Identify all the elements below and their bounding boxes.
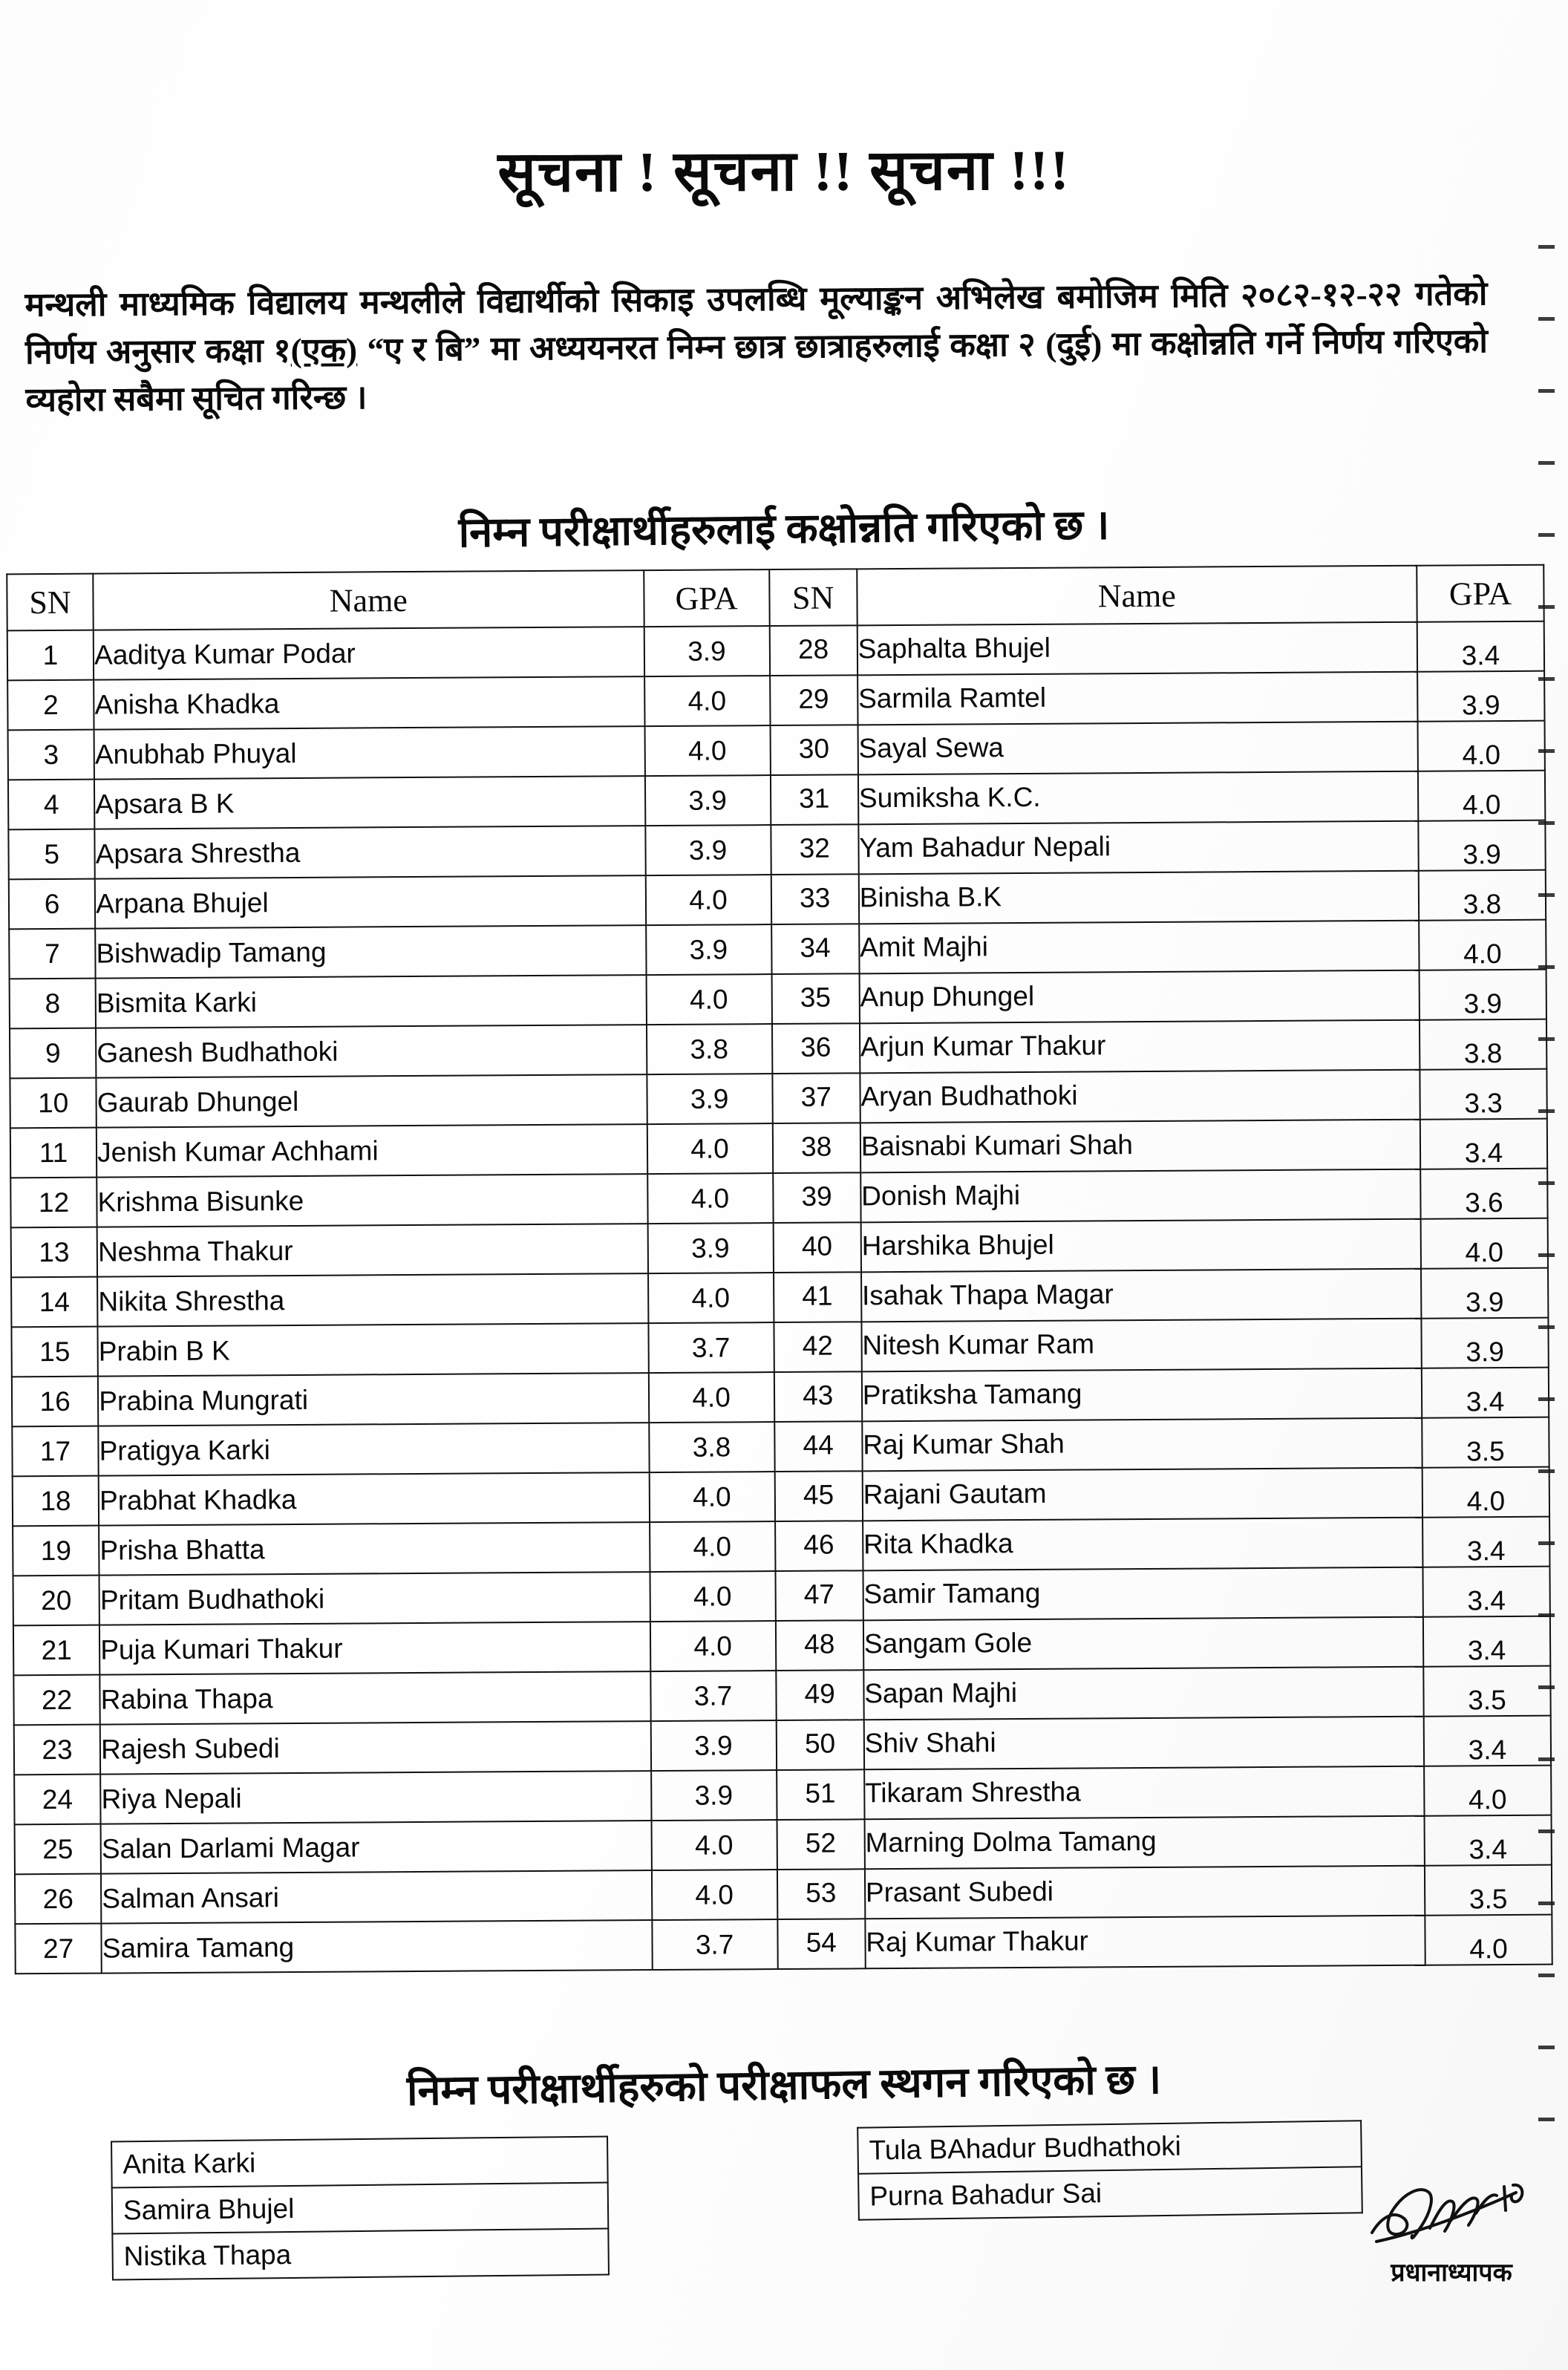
- deferred-section-heading: निम्न परीक्षार्थीहरुको परीक्षाफल स्थगन गरिएको छ ।: [406, 2057, 1162, 2115]
- cell-name-left: Salan Darlami Magar: [101, 1821, 652, 1874]
- cell-gpa-right: 3.9: [1418, 829, 1546, 880]
- notice-paragraph: [24, 270, 1488, 424]
- cell-gpa-left: 4.0: [645, 875, 771, 925]
- cell-name-right: Raj Kumar Shah: [862, 1417, 1422, 1470]
- cell-name-right: Binisha B.K: [859, 869, 1419, 923]
- cell-name-left: Puja Kumari Thakur: [99, 1622, 650, 1675]
- cell-sn-left: 9: [10, 1028, 97, 1079]
- cell-gpa-right: 4.0: [1421, 1227, 1549, 1278]
- cell-name-right: Isahak Thapa Magar: [861, 1267, 1421, 1321]
- cell-name-left: Samira Tamang: [102, 1920, 653, 1974]
- cell-gpa-right: 3.9: [1421, 1327, 1549, 1377]
- cell-sn-right: 33: [771, 872, 859, 923]
- cell-gpa-left: 4.0: [649, 1472, 774, 1522]
- cell-sn-right: 28: [769, 624, 858, 674]
- cell-sn-left: 1: [7, 630, 94, 681]
- deferred-students-right-table: [857, 2120, 1363, 2220]
- cell-sn-right: 53: [777, 1867, 865, 1918]
- cell-sn-left: 15: [11, 1327, 98, 1377]
- cell-gpa-right: 4.0: [1425, 1924, 1552, 1974]
- cell-name-right: Raj Kumar Thakur: [865, 1914, 1425, 1968]
- cell-sn-left: 2: [7, 680, 94, 731]
- cell-name-right: Rajani Gautam: [862, 1466, 1422, 1520]
- notice-paragraph-underlined: (एक): [290, 331, 358, 369]
- cell-sn-right: 42: [774, 1320, 862, 1371]
- cell-sn-right: 40: [773, 1221, 861, 1271]
- cell-sn-right: 36: [772, 1022, 860, 1072]
- cell-sn-right: 39: [773, 1171, 861, 1221]
- cell-gpa-left: 4.0: [650, 1571, 775, 1622]
- signature-block: [1351, 2164, 1552, 2288]
- cell-gpa-left: 3.9: [651, 1770, 777, 1821]
- cell-gpa-left: 4.0: [648, 1372, 774, 1423]
- cell-gpa-left: 4.0: [650, 1621, 775, 1671]
- cell-name-right: Nitesh Kumar Ram: [861, 1317, 1421, 1371]
- cell-sn-right: 35: [771, 972, 860, 1022]
- cell-gpa-right: 4.0: [1422, 1476, 1550, 1527]
- cell-gpa-left: 3.7: [648, 1322, 774, 1373]
- cell-gpa-left: 3.8: [649, 1422, 774, 1472]
- promoted-section-heading: निम्न परीक्षार्थीहरुलाई कक्षोन्नति गरिएको छ ।: [458, 502, 1110, 557]
- cell-gpa-left: 4.0: [646, 974, 771, 1025]
- list-item: [858, 2121, 1362, 2173]
- cell-sn-left: 23: [14, 1725, 101, 1775]
- cell-gpa-right: 3.3: [1420, 1078, 1547, 1129]
- cell-gpa-left: 3.8: [647, 1024, 772, 1074]
- promoted-students-table-container: [6, 564, 1552, 1975]
- cell-sn-left: 18: [13, 1476, 99, 1527]
- cell-name-right: Marning Dolma Tamang: [864, 1815, 1424, 1868]
- cell-name-left: Riya Nepali: [100, 1771, 651, 1824]
- cell-sn-right: 31: [770, 773, 858, 823]
- cell-sn-right: 32: [771, 823, 859, 873]
- cell-sn-left: 5: [8, 829, 95, 880]
- cell-sn-left: 8: [10, 979, 97, 1029]
- cell-sn-right: 48: [775, 1619, 863, 1669]
- notice-paragraph-line-2-pre: मिति २०८२-१२-२२ गतेको निर्णय अनुसार कक्षा १: [24, 275, 1488, 371]
- cell-gpa-left: 3.9: [650, 1720, 776, 1771]
- cell-sn-left: 17: [12, 1426, 99, 1477]
- notice-paragraph-line-1: मन्थली माध्यमिक विद्यालय मन्थलीले विद्यार्थीको सिकाइ उपलब्धि मूल्याङ्कन अभिलेख बमोजिम: [24, 277, 1158, 324]
- cell-name-left: Anubhab Phuyal: [94, 726, 645, 780]
- cell-name-right: Baisnabi Kumari Shah: [860, 1118, 1420, 1172]
- cell-gpa-left: 3.9: [646, 924, 771, 975]
- column-header-gpa-left: GPA: [644, 569, 769, 627]
- cell-name-right: Arjun Kumar Thakur: [860, 1019, 1420, 1072]
- cell-sn-left: 26: [15, 1874, 102, 1925]
- cell-gpa-left: 4.0: [647, 1173, 773, 1224]
- cell-sn-left: 6: [9, 879, 96, 930]
- cell-gpa-right: 4.0: [1419, 929, 1546, 979]
- deferred-student-name: Purna Bahadur Sai: [858, 2167, 1362, 2219]
- cell-gpa-left: 3.9: [647, 1074, 772, 1124]
- scan-edge-marks: [1538, 245, 1558, 2175]
- cell-gpa-left: 4.0: [651, 1820, 777, 1870]
- cell-name-left: Prabhat Khadka: [99, 1472, 650, 1526]
- cell-gpa-right: 3.5: [1425, 1874, 1552, 1925]
- cell-sn-right: 44: [774, 1420, 863, 1470]
- cell-gpa-right: 3.8: [1420, 1028, 1547, 1079]
- cell-sn-right: 51: [777, 1768, 865, 1818]
- cell-gpa-left: 3.9: [644, 626, 769, 676]
- cell-gpa-right: 3.9: [1417, 680, 1545, 731]
- list-item: [111, 2137, 608, 2188]
- deferred-left-body: [111, 2137, 609, 2280]
- cell-gpa-right: 3.8: [1419, 879, 1546, 930]
- cell-sn-right: 54: [777, 1917, 866, 1968]
- signature-label: प्रधानाध्यापक: [1391, 2259, 1512, 2287]
- list-item: [112, 2183, 609, 2234]
- table-row: [15, 1915, 1552, 1974]
- cell-name-left: Neshma Thakur: [97, 1224, 648, 1277]
- cell-gpa-right: 3.4: [1424, 1824, 1552, 1875]
- cell-name-right: Anup Dhungel: [859, 969, 1419, 1022]
- cell-gpa-left: 3.9: [645, 775, 771, 826]
- cell-name-right: Samir Tamang: [863, 1566, 1422, 1619]
- cell-name-left: Rajesh Subedi: [100, 1721, 651, 1775]
- column-header-name-left: Name: [93, 570, 644, 630]
- cell-sn-left: 13: [11, 1227, 98, 1278]
- cell-name-right: Pratiksha Tamang: [862, 1367, 1422, 1420]
- cell-name-right: Sumiksha K.C.: [858, 770, 1418, 823]
- cell-name-right: Sarmila Ramtel: [858, 670, 1417, 724]
- cell-gpa-left: 4.0: [650, 1521, 775, 1572]
- cell-gpa-right: 4.0: [1417, 730, 1545, 780]
- cell-gpa-right: 3.4: [1422, 1526, 1550, 1576]
- cell-name-left: Prabin B K: [98, 1323, 649, 1377]
- cell-name-left: Pritam Budhathoki: [99, 1572, 650, 1625]
- cell-gpa-right: 3.4: [1422, 1377, 1549, 1427]
- cell-sn-left: 25: [15, 1824, 102, 1875]
- cell-sn-left: 10: [10, 1078, 97, 1129]
- cell-name-left: Prabina Mungrati: [98, 1373, 649, 1426]
- deferred-student-name: Anita Karki: [111, 2137, 608, 2188]
- cell-sn-left: 21: [13, 1625, 100, 1676]
- cell-name-right: Saphalta Bhujel: [858, 621, 1417, 674]
- cell-sn-right: 43: [774, 1370, 862, 1420]
- cell-gpa-right: 3.9: [1420, 979, 1547, 1029]
- cell-name-right: Amit Majhi: [859, 919, 1419, 973]
- cell-sn-right: 50: [776, 1718, 864, 1769]
- cell-gpa-left: 4.0: [648, 1273, 774, 1323]
- cell-gpa-right: 4.0: [1424, 1775, 1552, 1825]
- cell-gpa-left: 4.0: [644, 676, 770, 726]
- cell-name-left: Prisha Bhatta: [99, 1522, 650, 1576]
- cell-gpa-left: 3.7: [650, 1671, 776, 1721]
- cell-name-left: Apsara Shrestha: [95, 826, 646, 879]
- deferred-right-body: [858, 2121, 1362, 2219]
- cell-gpa-left: 3.7: [652, 1919, 777, 1970]
- cell-name-right: Sapan Majhi: [863, 1665, 1423, 1719]
- cell-name-left: Aaditya Kumar Podar: [94, 627, 644, 680]
- cell-gpa-left: 4.0: [647, 1123, 772, 1174]
- cell-gpa-right: 3.4: [1420, 1128, 1548, 1178]
- cell-name-left: Apsara B K: [94, 776, 645, 829]
- cell-sn-left: 4: [8, 780, 95, 830]
- cell-gpa-left: 4.0: [652, 1870, 777, 1920]
- column-header-name-right: Name: [857, 566, 1417, 626]
- cell-sn-left: 7: [9, 929, 96, 979]
- cell-name-left: Ganesh Budhathoki: [96, 1025, 647, 1078]
- cell-sn-right: 49: [776, 1668, 864, 1719]
- column-header-sn-right: SN: [769, 569, 858, 626]
- cell-name-right: Harshika Bhujel: [860, 1218, 1420, 1271]
- cell-sn-right: 38: [772, 1121, 860, 1172]
- cell-sn-right: 45: [774, 1469, 863, 1520]
- cell-name-right: Tikaram Shrestha: [864, 1765, 1424, 1818]
- cell-name-right: Donish Majhi: [860, 1168, 1420, 1221]
- cell-gpa-left: 3.9: [645, 825, 771, 875]
- cell-gpa-right: 3.4: [1423, 1625, 1551, 1676]
- cell-name-right: Aryan Budhathoki: [860, 1068, 1420, 1122]
- cell-name-right: Rita Khadka: [863, 1516, 1422, 1570]
- promoted-students-table: [6, 564, 1552, 1975]
- deferred-student-name: Nistika Thapa: [112, 2229, 609, 2280]
- list-item: [112, 2229, 609, 2280]
- cell-name-left: Salman Ansari: [101, 1870, 652, 1924]
- cell-sn-right: 30: [770, 723, 858, 774]
- cell-gpa-left: 4.0: [644, 725, 770, 776]
- cell-sn-right: 29: [770, 673, 858, 724]
- deferred-student-name: Samira Bhujel: [112, 2183, 609, 2234]
- cell-name-left: Gaurab Dhungel: [97, 1074, 647, 1128]
- cell-gpa-right: 3.9: [1421, 1277, 1549, 1328]
- column-header-gpa-right: GPA: [1417, 565, 1544, 622]
- cell-name-right: Sayal Sewa: [858, 720, 1417, 774]
- notice-paragraph-line-2-post: “ए र बि” मा अध्ययनरत निम्न छात्र: [356, 327, 785, 369]
- cell-sn-left: 22: [13, 1675, 100, 1726]
- cell-name-right: Yam Bahadur Nepali: [858, 820, 1418, 873]
- cell-sn-left: 27: [15, 1924, 102, 1974]
- cell-gpa-right: 4.0: [1418, 780, 1546, 830]
- cell-gpa-right: 3.5: [1423, 1675, 1551, 1726]
- cell-name-right: Prasant Subedi: [865, 1864, 1425, 1918]
- cell-sn-right: 37: [772, 1071, 860, 1122]
- deferred-students-left-container: [111, 2135, 610, 2280]
- cell-gpa-left: 3.9: [647, 1223, 773, 1273]
- page-title: सूचना ! सूचना !! सूचना !!!: [497, 139, 1071, 204]
- cell-sn-left: 19: [13, 1526, 99, 1576]
- handwritten-signature-icon: [1359, 2164, 1544, 2253]
- cell-sn-right: 41: [774, 1270, 862, 1321]
- cell-name-left: Jenish Kumar Achhami: [97, 1124, 647, 1178]
- cell-name-left: Bismita Karki: [96, 975, 647, 1028]
- cell-name-left: Anisha Khadka: [94, 676, 644, 730]
- cell-sn-right: 52: [777, 1818, 865, 1868]
- cell-sn-left: 20: [13, 1576, 100, 1626]
- cell-name-left: Krishma Bisunke: [97, 1174, 647, 1227]
- deferred-students-left-table: [111, 2135, 610, 2280]
- cell-name-right: Sangam Gole: [863, 1616, 1423, 1669]
- list-item: [858, 2167, 1362, 2219]
- cell-sn-left: 14: [11, 1277, 98, 1328]
- cell-sn-left: 3: [8, 730, 95, 780]
- cell-gpa-right: 3.4: [1424, 1725, 1552, 1775]
- cell-gpa-right: 3.6: [1420, 1178, 1548, 1228]
- cell-sn-left: 12: [10, 1178, 97, 1228]
- promoted-students-table-body: [7, 621, 1552, 1974]
- cell-gpa-right: 3.4: [1422, 1576, 1550, 1626]
- cell-sn-right: 34: [771, 922, 860, 973]
- cell-name-left: Arpana Bhujel: [95, 875, 646, 929]
- cell-gpa-right: 3.4: [1417, 630, 1545, 681]
- notice-paragraph-line-3: छात्राहरुलाई कक्षा २ (दुई) मा कक्षोन्नति गर्ने निर्णय गरिएको व्यहोरा सबैमा सूचित गरिन्छ ।: [25, 322, 1489, 419]
- cell-sn-right: 47: [775, 1569, 863, 1619]
- cell-sn-left: 11: [10, 1128, 97, 1178]
- cell-sn-left: 24: [14, 1775, 101, 1825]
- deferred-student-name: Tula BAhadur Budhathoki: [858, 2121, 1362, 2173]
- column-header-sn-left: SN: [7, 574, 94, 631]
- cell-name-left: Nikita Shrestha: [97, 1273, 648, 1327]
- cell-sn-left: 16: [12, 1377, 99, 1427]
- cell-name-right: Shiv Shahi: [864, 1715, 1424, 1769]
- cell-gpa-right: 3.5: [1422, 1426, 1549, 1477]
- cell-name-left: Rabina Thapa: [99, 1671, 650, 1725]
- cell-name-left: Bishwadip Tamang: [95, 925, 646, 979]
- cell-name-left: Pratigya Karki: [98, 1423, 649, 1476]
- cell-sn-right: 46: [775, 1519, 863, 1570]
- deferred-students-right-container: [857, 2120, 1363, 2220]
